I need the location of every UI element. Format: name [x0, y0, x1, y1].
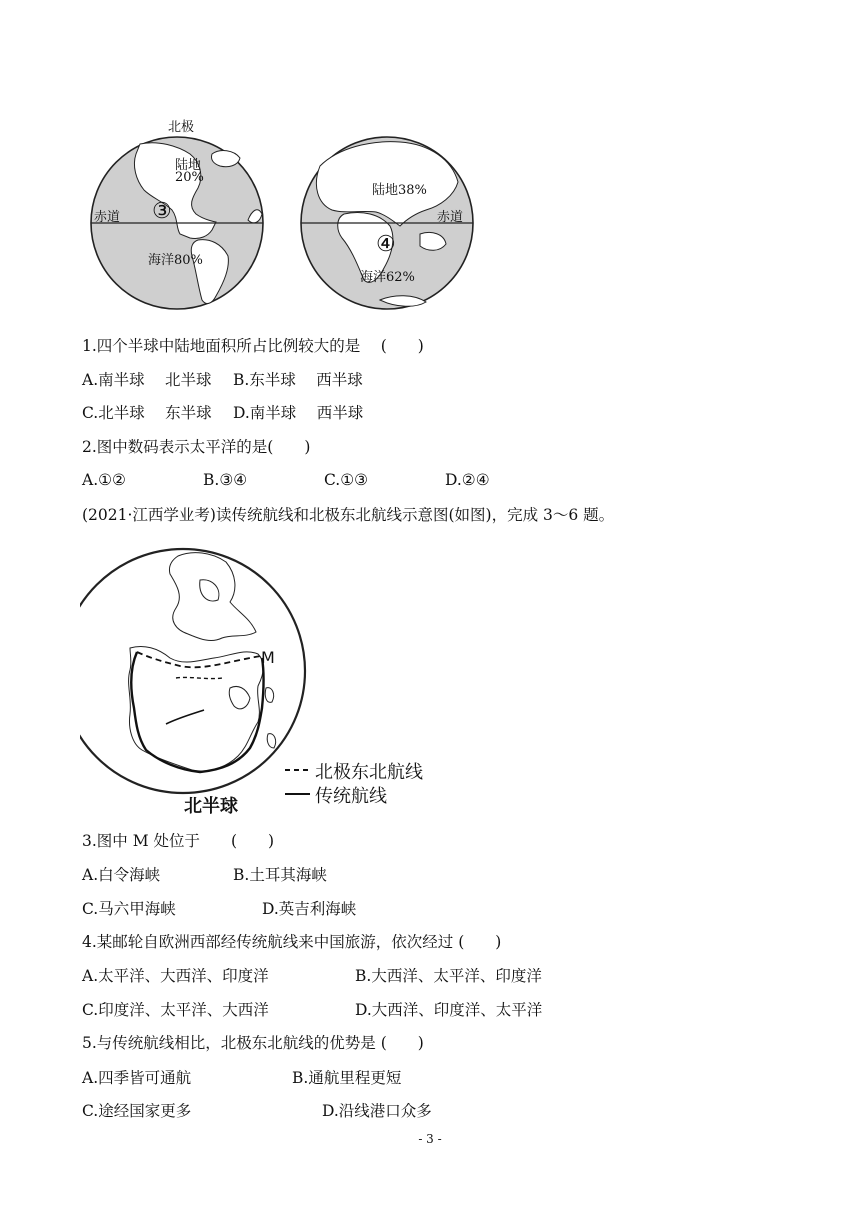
- north-pole-label: 北极: [168, 120, 195, 135]
- q1-option-c: C.北半球 东半球: [82, 404, 212, 422]
- q2-stem: 2.图中数码表示太平洋的是( ): [82, 438, 311, 456]
- q4-option-a: A.太平洋、大西洋、印度洋: [82, 967, 269, 985]
- legend-traditional-route: 传统航线: [315, 786, 387, 807]
- q5-option-b: B.通航里程更短: [292, 1069, 402, 1087]
- q2-option-a: A.①②: [82, 471, 126, 489]
- q5-option-d: D.沿线港口众多: [322, 1102, 432, 1120]
- q3-option-b: B.土耳其海峡: [233, 866, 327, 884]
- q4-option-c: C.印度洋、太平洋、大西洋: [82, 1001, 269, 1019]
- globe3-equator-label: 赤道: [94, 210, 121, 225]
- q2-option-c: C.①③: [324, 471, 369, 489]
- q2-option-d: D.②④: [445, 471, 490, 489]
- globe3-ocean-label: 海洋80%: [148, 253, 203, 268]
- q4-option-d: D.大西洋、印度洋、太平洋: [355, 1001, 543, 1019]
- q1-stem: 1.四个半球中陆地面积所占比例较大的是 ( ): [82, 337, 424, 355]
- q4-stem: 4.某邮轮自欧洲西部经传统航线来中国旅游，依次经过 ( ): [82, 933, 502, 951]
- q3-stem: 3.图中 M 处位于 ( ): [82, 832, 275, 850]
- globe4-number: ④: [376, 232, 396, 257]
- q3-option-c: C.马六甲海峡: [82, 900, 176, 918]
- q5-option-a: A.四季皆可通航: [82, 1069, 192, 1087]
- legend-arctic-route: 北极东北航线: [315, 762, 423, 783]
- hemispheres-map: [80, 110, 480, 320]
- strait-m-label: M: [261, 648, 275, 667]
- globe4-ocean-label: 海洋62%: [360, 270, 415, 285]
- passage-intro: (2021·江西学业考)读传统航线和北极东北航线示意图(如图)，完成 3～6 题。: [82, 506, 615, 524]
- q3-option-a: A.白令海峡: [82, 866, 161, 884]
- q1-option-a: A.南半球 北半球: [82, 371, 212, 389]
- globe3-land-percent: 20%: [175, 170, 204, 185]
- shipping-routes-figure: [80, 538, 460, 823]
- q5-stem: 5.与传统航线相比，北极东北航线的优势是 ( ): [82, 1034, 424, 1052]
- q3-option-d: D.英吉利海峡: [262, 900, 357, 918]
- q1-option-b: B.东半球 西半球: [233, 371, 363, 389]
- q2-option-b: B.③④: [203, 471, 248, 489]
- hemispheres-figure: [80, 110, 480, 320]
- q4-option-b: B.大西洋、太平洋、印度洋: [355, 967, 542, 985]
- q5-option-c: C.途经国家更多: [82, 1102, 192, 1120]
- page-number: - 3 -: [418, 1132, 442, 1146]
- globe4-equator-label: 赤道: [437, 210, 464, 225]
- globe4-land-label: 陆地38%: [372, 183, 427, 198]
- globe3-number: ③: [152, 199, 172, 224]
- globe3-land-label: 陆地: [175, 158, 202, 173]
- northern-hemisphere-label: 北半球: [184, 796, 238, 817]
- q1-option-d: D.南半球 西半球: [233, 404, 364, 422]
